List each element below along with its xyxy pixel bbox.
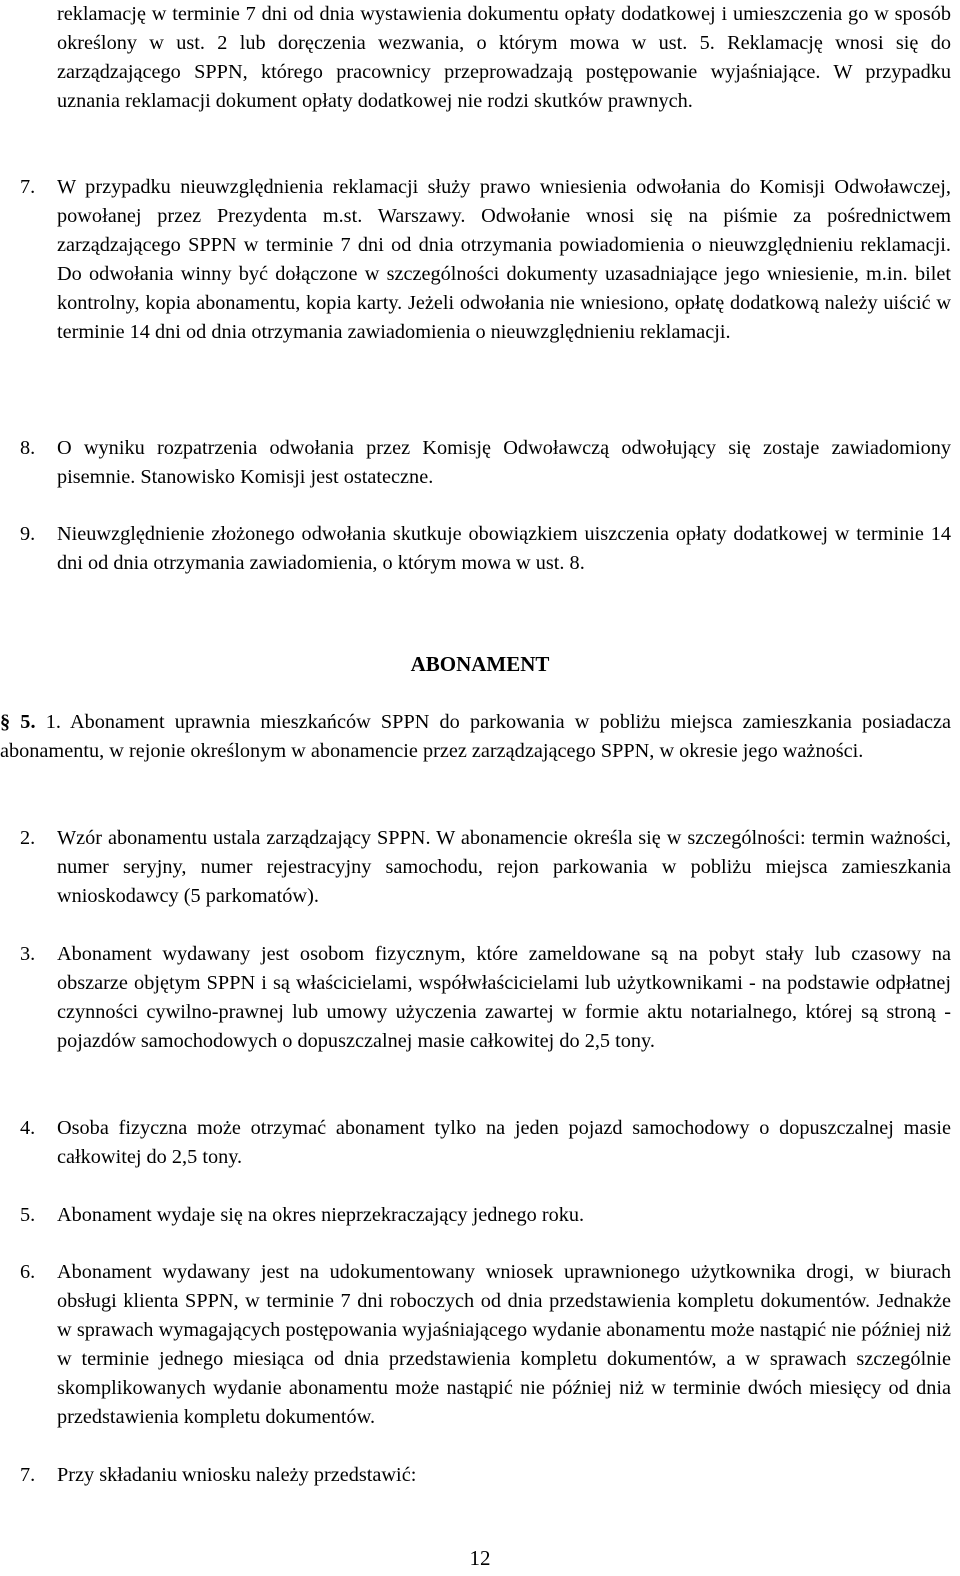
item-number: 5. <box>20 1204 36 1226</box>
item-text: O wyniku rozpatrzenia odwołania przez Komisję Odwoławczą odwołujący się zostaje zawiadomiony pisemnie. Stanowisko Komisji jest ostateczne. <box>57 437 951 488</box>
section-heading: ABONAMENT <box>410 652 550 676</box>
item-text: Przy składaniu wniosku należy przedstawić: <box>57 1464 417 1486</box>
item-text: Abonament wydawany jest osobom fizycznym, które zameldowane są na pobyt stały lub czasowy na obszarze objętym SPPN i są właścicielami, współwłaścicielami lub użytkownikami - na podstawie odpłatnej czynności cywilno-prawnej lub umowy użyczenia zawartej w formie aktu notarialnego, której są stroną - pojazdów samochodowych o dopuszczalnej masie całkowitej do 2,5 tony. <box>57 943 951 1052</box>
item-text: Wzór abonamentu ustala zarządzający SPPN. W abonamencie określa się w szczególności: termin ważności, numer seryjny, numer rejestracyjny samochodu, rejon parkowania w pobliżu miejsca zamieszkania wnioskodawcy (5 parkomatów). <box>57 827 951 907</box>
section-first-paragraph <box>0 708 951 766</box>
item-text: W przypadku nieuwzględnienia reklamacji służy prawo wniesienia odwołania do Komisji Odwoławczej, powołanej przez Prezydenta m.st. Warszawy. Odwołanie wnosi się na piśmie za pośrednictwem zarządzającego SPPN w terminie 7 dni od dnia otrzymania powiadomienia o nieuwzględnieniu reklamacji. Do odwołania winny być dołączone w szczególności dokumenty uzasadniające jego wniesienie, m.in. bilet kontrolny, kopia abonamentu, kopia karty. Jeżeli odwołania nie wniesiono, opłatę dodatkową należy uiścić w terminie 14 dni od dnia otrzymania zawiadomienia o nieuwzględnieniu reklamacji. <box>57 176 951 343</box>
item-text: Abonament wydaje się na okres nieprzekraczający jednego roku. <box>57 1204 585 1226</box>
item-text: Abonament uprawnia mieszkańców SPPN do parkowania w pobliżu miejsca zamieszkania posiadacza abonamentu, w rejonie określonym w abonamencie przez zarządzającego SPPN, w okresie jego ważności. <box>0 711 951 762</box>
item-number: 6. <box>20 1261 36 1283</box>
item-number: 4. <box>20 1117 36 1139</box>
item-text: Osoba fizyczna może otrzymać abonament tylko na jeden pojazd samochodowy o dopuszczalnej masie całkowitej do 2,5 tony. <box>57 1117 951 1168</box>
item-number: 1. <box>45 711 61 733</box>
item-number: 9. <box>20 523 36 545</box>
item-number: 2. <box>20 827 36 849</box>
continuation-paragraph: reklamację w terminie 7 dni od dnia wystawienia dokumentu opłaty dodatkowej i umieszczenia go w sposób określony w ust. 2 lub doręczenia wezwania, o którym mowa w ust. 5. Reklamację wnosi się do zarządzającego SPPN, którego pracownicy przeprowadzają postępowanie wyjaśniające. W przypadku uznania reklamacji dokument opłaty dodatkowej nie rodzi skutków prawnych. <box>57 3 951 112</box>
page-number: 12 <box>469 1546 491 1570</box>
item-number: 7. <box>20 1464 36 1486</box>
item-text: Abonament wydawany jest na udokumentowany wniosek uprawnionego użytkownika drogi, w biurach obsługi klienta SPPN, w terminie 7 dni roboczych od dnia przedstawienia kompletu dokumentów. Jednakże w sprawach wymagających postępowania wyjaśniającego wydanie abonamentu może nastąpić nie później niż w terminie jednego miesiąca od dnia przedstawienia kompletu dokumentów, a w sprawach szczególnie skomplikowanych wydanie abonamentu może nastąpić nie później niż w terminie dwóch miesięcy od dnia przedstawienia kompletu dokumentów. <box>57 1261 951 1428</box>
item-number: 8. <box>20 437 36 459</box>
item-number: 7. <box>20 176 36 198</box>
item-number: 3. <box>20 943 36 965</box>
item-text: Nieuwzględnienie złożonego odwołania skutkuje obowiązkiem uiszczenia opłaty dodatkowej w terminie 14 dni od dnia otrzymania zawiadomienia, o którym mowa w ust. 8. <box>57 523 951 574</box>
section-mark: § 5. <box>0 711 36 733</box>
